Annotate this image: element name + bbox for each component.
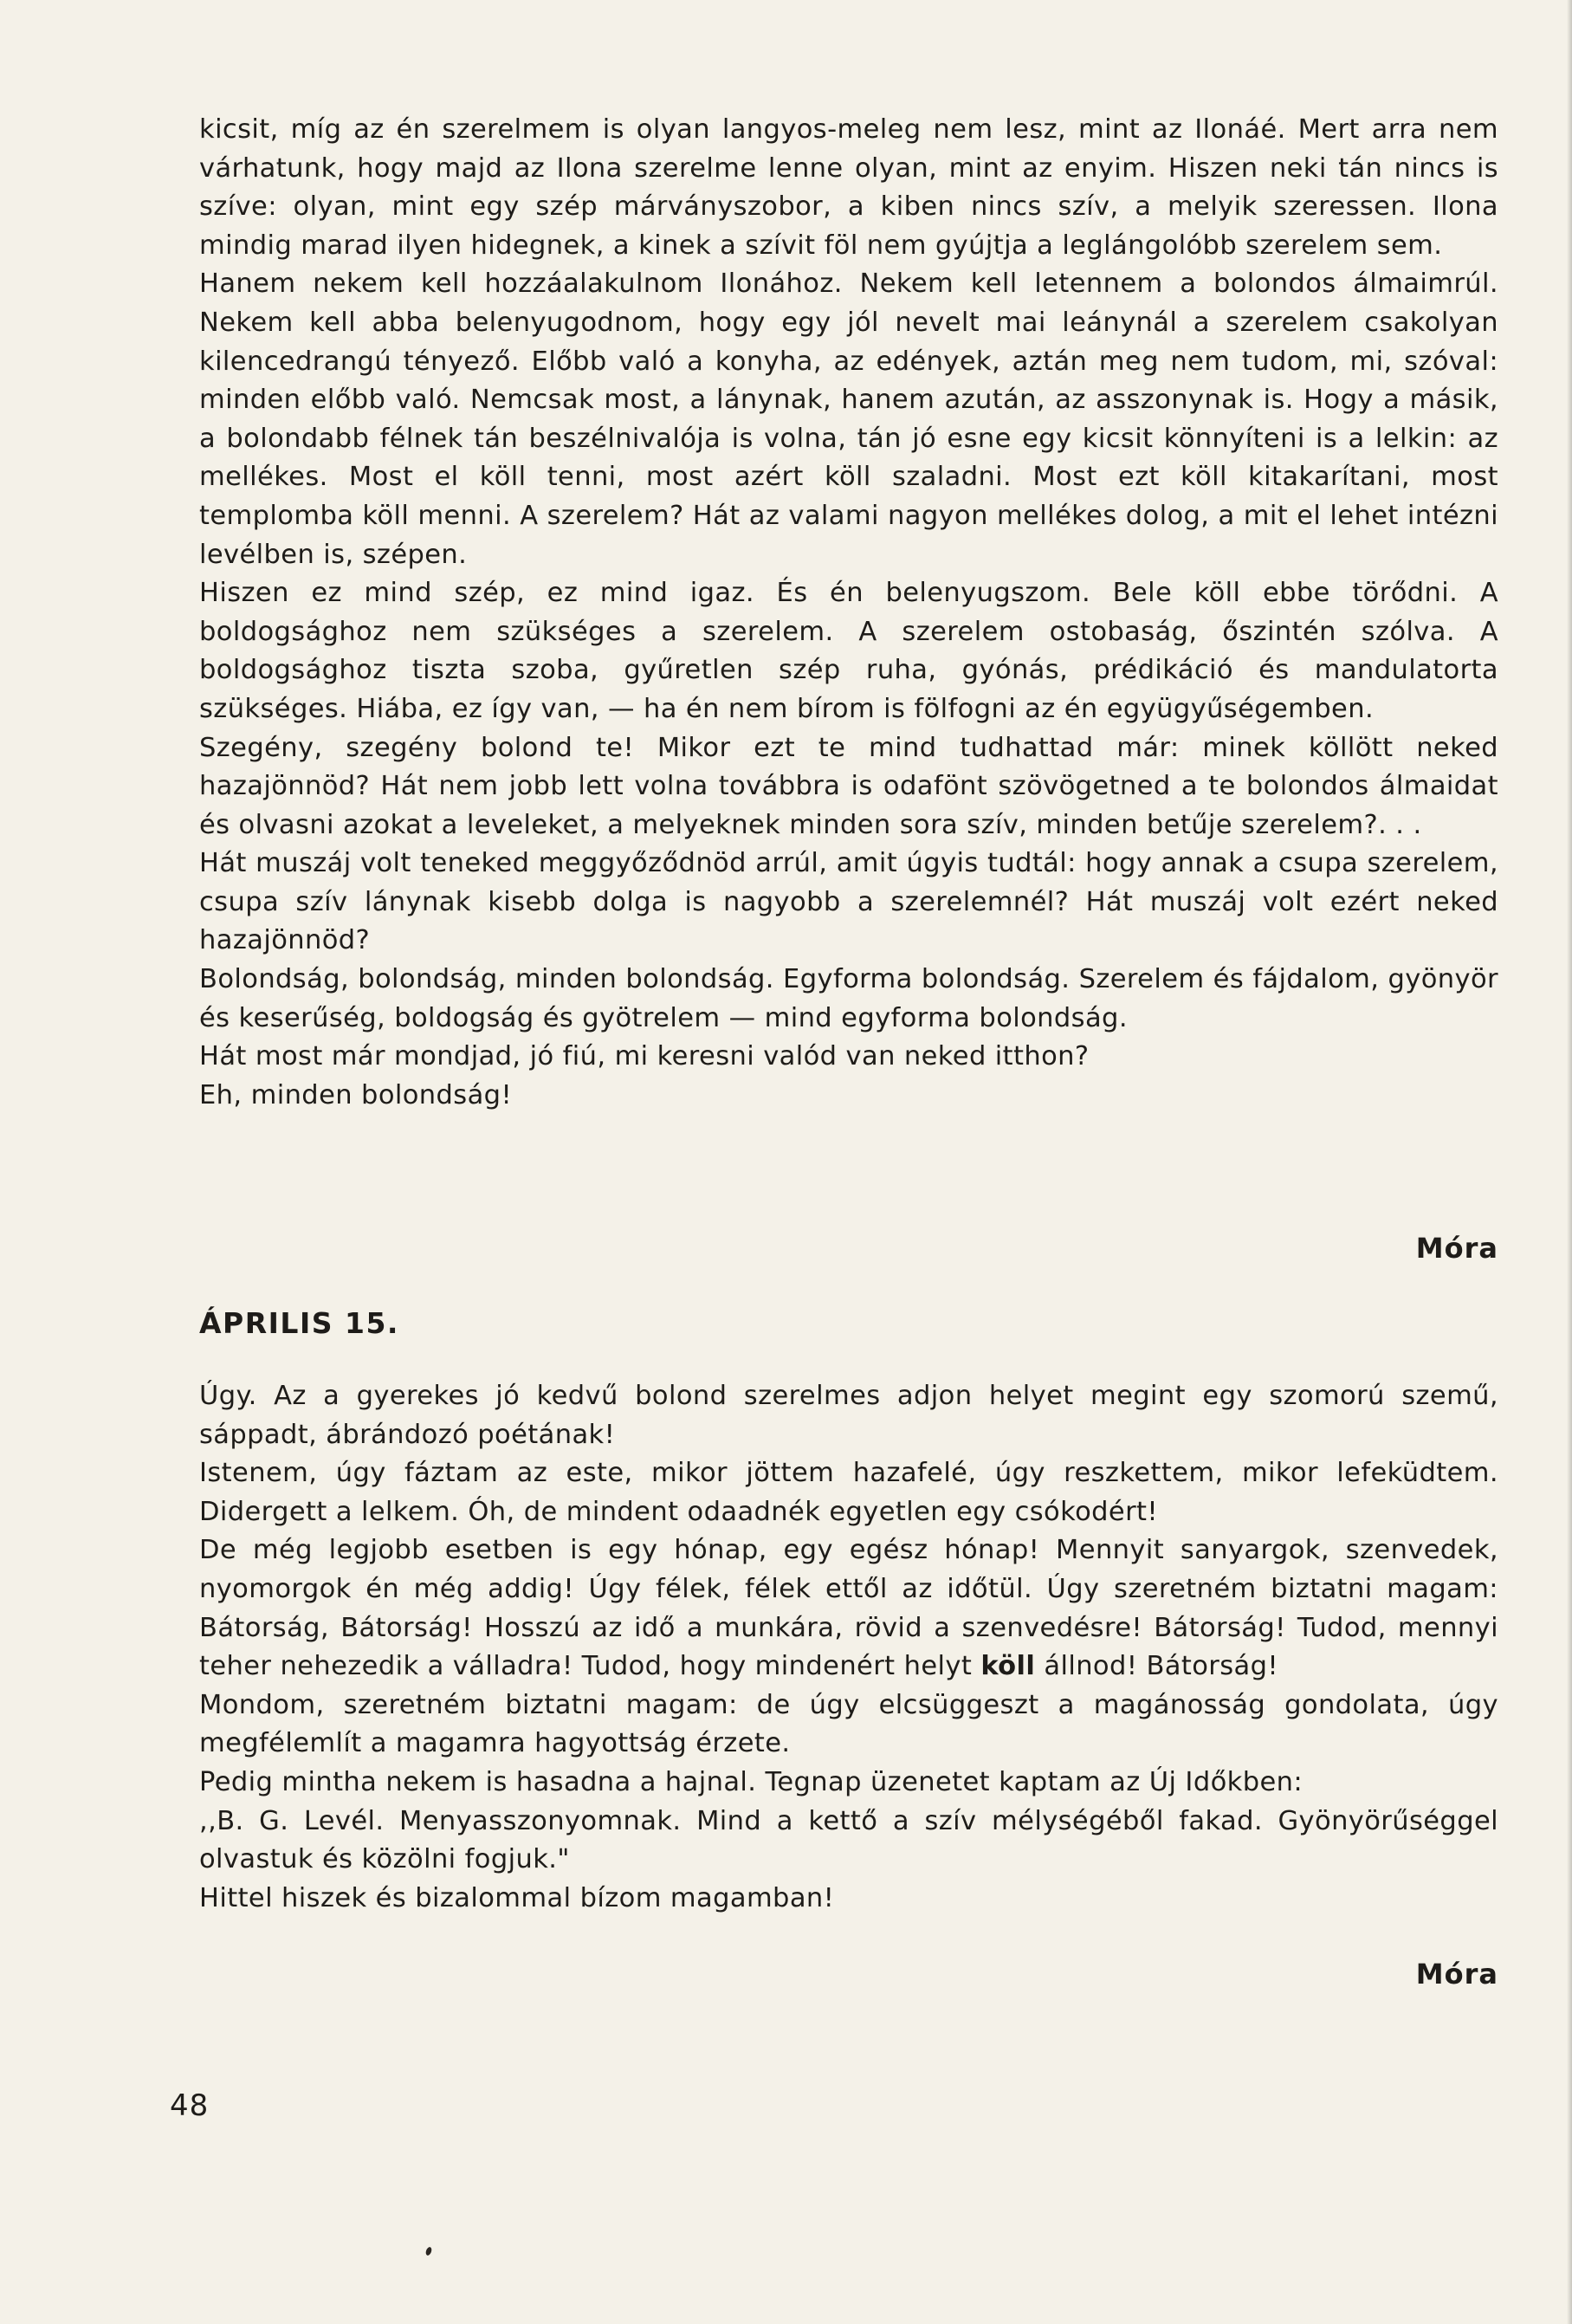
paragraph: Szegény, szegény bolond te! Mikor ezt te mind tudhattad már: minek köllött neked hazajönnöd? Hát nem jobb lett volna továbbra is odafönt szövögetned a te bolondos álmaidat és olvasni azokat a leveleket, a melyeknek minden sora szív, minden betűje szerelem?. . . (199, 732, 1498, 840)
entry-date-heading: ÁPRILIS 15. (199, 1306, 399, 1340)
paragraph: Hittel hiszek és bizalommal bízom magamban! (199, 1882, 835, 1913)
paragraph: Eh, minden bolondság! (199, 1079, 513, 1110)
paragraph: Hanem nekem kell hozzáalakulnom Ilonához. Nekem kell letennem a bolondos álmaimrúl. Nekem kell abba belenyugodnom, hogy egy jól nevelt mai leánynál a szerelem csakolyan kilencedrangú tényező. Előbb való a konyha, az edények, aztán meg nem tudom, mi, szóval: minden előbb való. Nemcsak most, a lánynak, hanem azután, az asszonynak is. Hogy a másik, a bolondabb félnek tán beszélnivalója is volna, tán jó esne egy kicsit könnyíteni is a lelkin: az mellékes. Most el köll tenni, most azért köll szaladni. Most ezt köll kitakarítani, most templomba köll menni. A szerelem? Hát az valami nagyon mellékes dolog, a mit el lehet intézni levélben is, szépen. (199, 269, 1498, 570)
text-block-1 (199, 111, 1498, 1115)
paragraph: Mondom, szeretném biztatni magam: de úgy elcsüggeszt a magánosság gondolata, úgy megfélemlít a magamra hagyottság érzete. (199, 1689, 1498, 1759)
page-edge-shadow (1567, 0, 1572, 2324)
paragraph: Hát most már mondjad, jó fiú, mi keresni valód van neked itthon? (199, 1041, 1090, 1072)
paragraph: Hát muszáj volt teneked meggyőződnöd arrúl, amit úgyis tudtál: hogy annak a csupa szerelem, csupa szív lánynak kisebb dolga is nagyobb a szerelemnél? Hát muszáj volt ezért neked hazajönnöd? (199, 848, 1498, 956)
paragraph: ,,B. G. Levél. Menyasszonyomnak. Mind a kettő a szív mélységéből fakad. Gyönyörűséggel olvastuk és közölni fogjuk." (199, 1805, 1498, 1875)
paragraph: Istenem, úgy fáztam az este, mikor jöttem hazafelé, úgy reszkettem, mikor lefeküdtem. Didergett a lelkem. Óh, de mindent odaadnék egyetlen egy csókodért! (199, 1458, 1498, 1527)
paragraph: Hiszen ez mind szép, ez mind igaz. És én belenyugszom. Bele köll ebbe törődni. A boldogsághoz nem szükséges a szerelem. A szerelem ostobaság, őszintén szólva. A boldogsághoz tiszta szoba, gyűretlen szép ruha, gyónás, prédikáció és mandulatorta szükséges. Hiába, ez így van, — ha én nem bírom is fölfogni az én együgyűségemben. (199, 578, 1498, 724)
paragraph: Bolondság, bolondság, minden bolondság. Egyforma bolondság. Szerelem és fájdalom, gyönyör és keserűség, boldogság és gyötrelem — mind egyforma bolondság. (199, 964, 1498, 1033)
signature: Móra (1415, 1232, 1498, 1265)
text-block-2 (199, 1377, 1498, 1918)
page-number: 48 (170, 2088, 210, 2123)
paragraph: Úgy. Az a gyerekes jó kedvű bolond szerelmes adjon helyet megint egy szomorú szemű, sáppadt, ábrándozó poétának! (199, 1381, 1498, 1450)
emphasized-word: köll (980, 1651, 1036, 1682)
signature: Móra (1415, 1958, 1498, 1991)
paragraph: Pedig mintha nekem is hasadna a hajnal. Tegnap üzenetet kaptam az Új Időkben: (199, 1766, 1304, 1797)
paragraph-text-tail: állnod! Bátorság! (1044, 1651, 1279, 1682)
paragraph (199, 1531, 1498, 1686)
ink-speck (424, 2246, 432, 2256)
paragraph: kicsit, míg az én szerelmem is olyan langyos-meleg nem lesz, mint az Ilonáé. Mert arra nem várhatunk, hogy majd az Ilona szerelme lenne olyan, mint az enyim. Hiszen neki tán nincs is szíve: olyan, mint egy szép márványszobor, a kiben nincs szív, a melyik szeressen. Ilona mindig marad ilyen hidegnek, a kinek a szívit föl nem gyújtja a leglángolóbb szerelem sem. (199, 114, 1498, 261)
paragraph-text: De még legjobb esetben is egy hónap, egy egész hónap! Mennyit sanyargok, szenvedek, nyomorgok én még addig! Úgy félek, félek ettől az időtül. Úgy szeretném biztatni magam: Bátorság, Bátorság! Hosszú az idő a munkára, rövid a szenvedésre! Bátorság! Tudod, mennyi teher nehezedik a válladra! Tudod, hogy mindenért helyt (199, 1535, 1498, 1682)
